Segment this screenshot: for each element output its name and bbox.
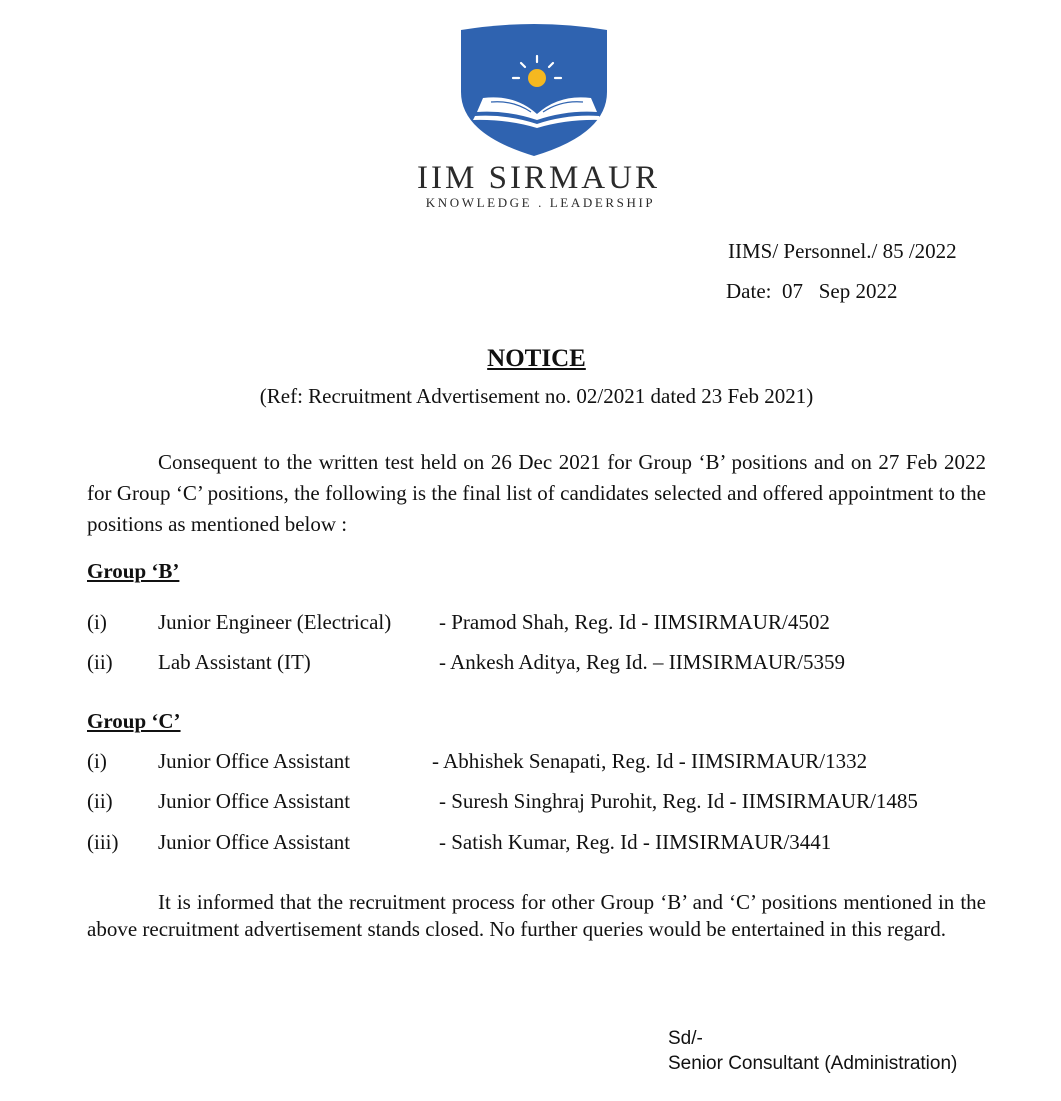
row-candidate: - Pramod Shah, Reg. Id - IIMSIRMAUR/4502 bbox=[439, 610, 830, 634]
group-c-heading: Group ‘C’ bbox=[87, 709, 181, 733]
row-position: Junior Office Assistant bbox=[158, 830, 351, 854]
intro-paragraph bbox=[87, 447, 986, 540]
row-candidate: - Ankesh Aditya, Reg Id. – IIMSIRMAUR/5359 bbox=[439, 650, 845, 674]
row-candidate: - Satish Kumar, Reg. Id - IIMSIRMAUR/3441 bbox=[439, 830, 832, 854]
row-position: Junior Engineer (Electrical) bbox=[158, 610, 392, 634]
group-b-heading: Group ‘B’ bbox=[87, 559, 180, 583]
notice-title: NOTICE bbox=[487, 345, 586, 372]
notice-date: Date: 07 Sep 2022 bbox=[726, 279, 898, 303]
row-number: (i) bbox=[87, 610, 107, 634]
closing-text: It is informed that the recruitment process for other Group ‘B’ and ‘C’ positions mentioned in the above recruitment advertisement stands closed. No further queries would be entertained in this regard. bbox=[87, 890, 986, 941]
notice-reference: (Ref: Recruitment Advertisement no. 02/2021 dated 23 Feb 2021) bbox=[259, 384, 814, 408]
row-position: Lab Assistant (IT) bbox=[158, 650, 311, 674]
row-position: Junior Office Assistant bbox=[158, 789, 351, 813]
row-number: (iii) bbox=[87, 830, 119, 854]
signatory-designation: Senior Consultant (Administration) bbox=[668, 1053, 958, 1074]
intro-text: Consequent to the written test held on 26 Dec 2021 for Group ‘B’ positions and on 27 Feb 2022 for Group ‘C’ positions, the following is the final list of candidates selected and offered appointment to the positions as mentioned below : bbox=[87, 450, 986, 536]
signature-block bbox=[668, 1026, 957, 1076]
row-number: (i) bbox=[87, 749, 107, 773]
org-tagline: KNOWLEDGE . LEADERSHIP bbox=[425, 195, 656, 210]
org-name: IIM SIRMAUR bbox=[417, 160, 660, 196]
row-position: Junior Office Assistant bbox=[158, 749, 351, 773]
row-candidate: - Suresh Singhraj Purohit, Reg. Id - IIMSIRMAUR/1485 bbox=[439, 789, 918, 813]
row-number: (ii) bbox=[87, 789, 113, 813]
reference-number: IIMS/ Personnel./ 85 /2022 bbox=[728, 239, 957, 263]
signature-sd: Sd/- bbox=[668, 1028, 703, 1049]
closing-paragraph bbox=[87, 889, 986, 943]
row-number: (ii) bbox=[87, 650, 113, 674]
sun-icon bbox=[528, 69, 546, 87]
iim-sirmaur-logo bbox=[455, 22, 613, 157]
row-candidate: - Abhishek Senapati, Reg. Id - IIMSIRMAUR/1332 bbox=[432, 749, 868, 773]
